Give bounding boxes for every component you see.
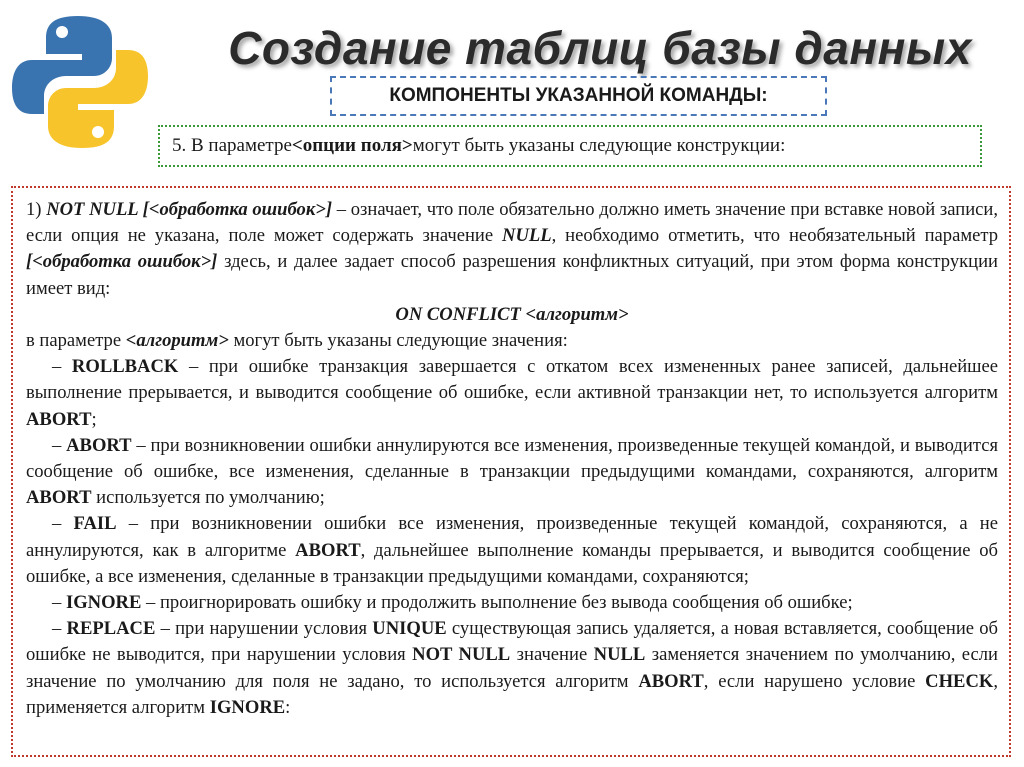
param-name: <опции поля>: [291, 135, 413, 156]
parameter-line: [158, 125, 982, 167]
list-item-rollback: – ROLLBACK – при ошибке транзакция завершается с откатом всех измененных ранее записей, дальнейшее выполнение прерывается, и выводится сообщение об ошибке, если активной транзакции нет, то используется алгоритм ABORT;: [26, 356, 998, 430]
param-suffix: могут быть указаны следующие конструкции:: [412, 135, 786, 156]
list-item-ignore: – IGNORE – проигнорировать ошибку и продолжить выполнение без вывода сообщения об ошибке;: [52, 592, 853, 614]
python-logo-icon: [10, 12, 150, 152]
keyword-not-null: NOT NULL [<обработка ошибок>]: [46, 199, 333, 220]
list-item-fail: – FAIL – при возникновении ошибки все изменения, произведенные текущей командой, сохраняются, а не аннулируются, как в алгоритме ABORT, дальнейшее выполнение команды прерывается, и выводится сообщение об ошибке, а все изменения, сделанные в транзакции предыдущими командами, сохраняются;: [26, 513, 998, 587]
page-title: Создание таблиц базы данных: [228, 22, 972, 74]
section-subtitle: КОМПОНЕНТЫ УКАЗАННОЙ КОМАНДЫ:: [330, 76, 827, 116]
on-conflict-syntax: ON CONFLICT <алгоритм>: [395, 303, 629, 325]
main-content: [11, 186, 1011, 757]
list-item-abort: – ABORT – при возникновении ошибки аннулируются все изменения, произведенные текущей командой, и выводится сообщение об ошибке, все изменения, сделанные в транзакции предыдущими командами, сохраняются, алгоритм ABORT используется по умолчанию;: [26, 434, 998, 509]
list-item-replace: – REPLACE – при нарушении условия UNIQUE существующая запись удаляется, а новая вставляется, сообщение об ошибке не выводится, при нарушении условия NOT NULL значение NULL заменяется значением по умолчанию, если значение по умолчанию для поля не задано, то используется алгоритм ABORT, если нарушено условие CHECK, применяется алгоритм IGNORE:: [26, 618, 999, 718]
param-prefix: 5. В параметре: [172, 135, 292, 156]
paragraph-algorithm: в параметре <алгоритм> могут быть указаны следующие значения:: [26, 330, 568, 352]
paragraph-not-null: 1) NOT NULL [<обработка ошибок>] – означает, что поле обязательно должно иметь значение при вставке новой записи, если опция не указана, поле может содержать значение NULL, необходимо отметить, что необязательный параметр [<обработка ошибок>] здесь, и далее задает способ разрешения конфликтных ситуаций, при этом форма конструкции имеет вид:: [26, 199, 999, 299]
